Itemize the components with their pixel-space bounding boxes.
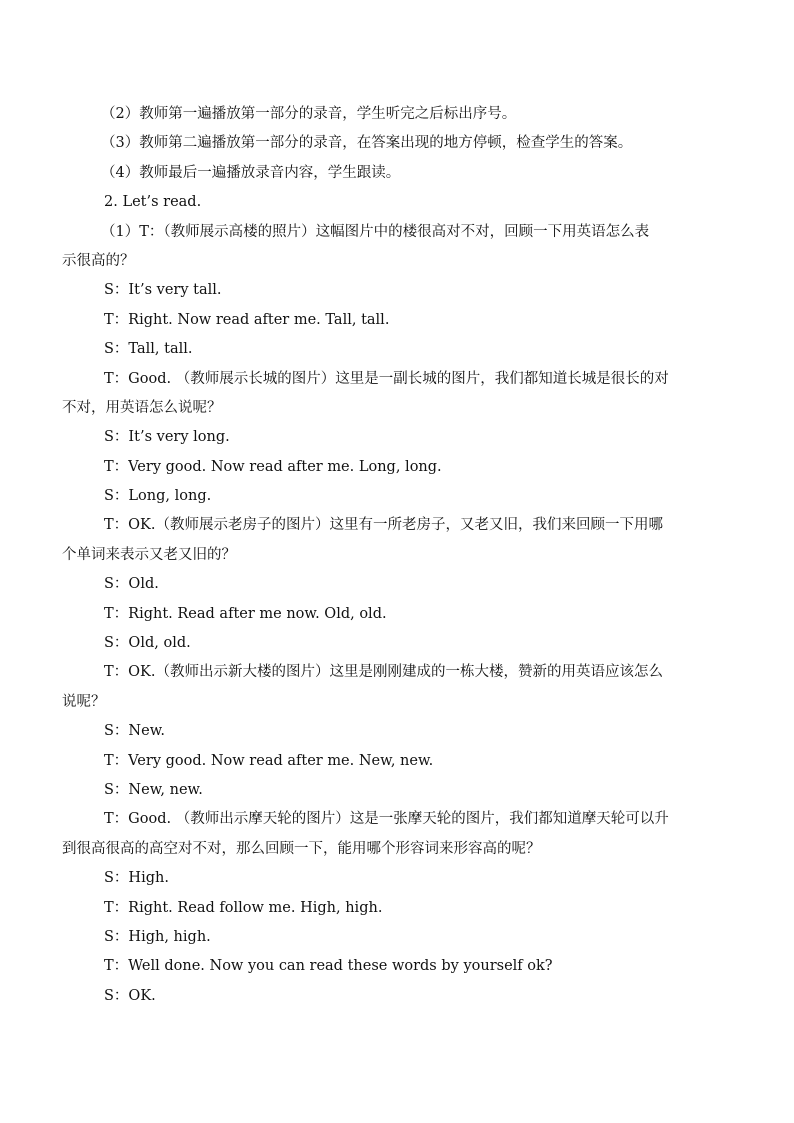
dialogue-line: （1）T：（教师展示高楼的照片）这幅图片中的楼很高对不对，回顾一下用英语怎么表	[101, 223, 650, 240]
step-2-line: （2）教师第一遍播放第一部分的录音，学生听完之后标出序号。	[101, 106, 517, 122]
dialogue-line: S：New.	[104, 723, 166, 740]
dialogue-line: T：Good. （教师展示长城的图片）这里是一副长城的图片，我们都知道长城是很长的对	[104, 370, 669, 387]
dialogue-line: T：Good. （教师出示摩天轮的图片）这是一张摩天轮的图片，我们都知道摩天轮可以升	[104, 811, 669, 828]
dialogue-line: S：It’s very tall.	[104, 282, 222, 299]
dialogue-line: T：Very good. Now read after me. Long, long.	[104, 458, 442, 475]
dialogue-line-continued: 示很高的？	[62, 252, 135, 269]
dialogue-line-continued: 不对，用英语怎么说呢？	[62, 399, 222, 416]
dialogue-line: T：OK.（教师展示老房子的图片）这里有一所老房子，又老又旧，我们来回顾一下用哪	[104, 517, 663, 534]
dialogue-line: T：Right. Now read after me. Tall, tall.	[104, 311, 390, 328]
dialogue-line: T：Very good. Now read after me. New, new.	[104, 752, 434, 769]
dialogue-line: S：Old, old.	[104, 635, 191, 652]
dialogue-line: S：Tall, tall.	[104, 341, 193, 358]
dialogue-line-continued: 说呢？	[62, 693, 106, 710]
dialogue-line: S：New, new.	[104, 781, 203, 798]
dialogue-line: S：OK.	[104, 987, 156, 1004]
dialogue-line: S：High, high.	[104, 928, 211, 945]
step-3-line: （3）教师第二遍播放第一部分的录音，在答案出现的地方停顿，检查学生的答案。	[101, 135, 633, 152]
dialogue-line: T：OK.（教师出示新大楼的图片）这里是刚刚建成的一栋大楼，赞新的用英语应该怎么	[104, 664, 663, 681]
dialogue-line: S：It’s very long.	[104, 429, 230, 446]
dialogue-line-continued: 到很高很高的高空对不对，那么回顾一下，能用哪个形容词来形容高的呢？	[62, 840, 541, 857]
dialogue-line-continued: 个单词来表示又老又旧的？	[62, 546, 236, 563]
dialogue-line: S：Old.	[104, 576, 159, 593]
dialogue-line: T：Right. Read after me now. Old, old.	[104, 605, 387, 622]
dialogue-line: T：Well done. Now you can read these words by yourself ok?	[104, 958, 553, 975]
dialogue-line: S：High.	[104, 870, 169, 887]
step-4-line: （4）教师最后一遍播放录音内容，学生跟读。	[101, 164, 401, 181]
dialogue-line: T：Right. Read follow me. High, high.	[104, 899, 383, 916]
section-heading-lets-read: 2. Let’s read.	[104, 194, 202, 211]
dialogue-line: S：Long, long.	[104, 488, 212, 505]
